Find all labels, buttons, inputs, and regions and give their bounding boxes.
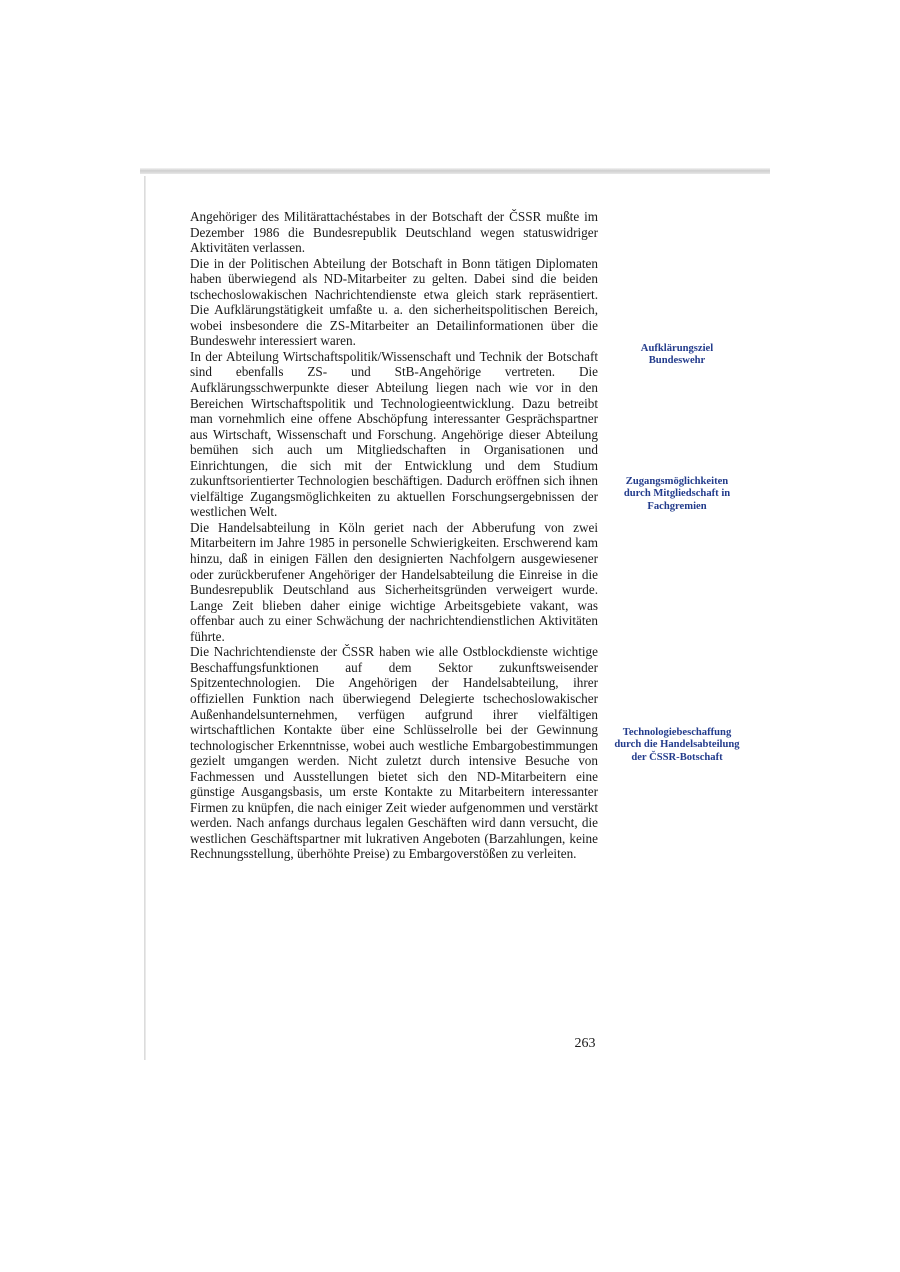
paragraph-1: Angehöriger des Militärattachéstabes in der Botschaft der ČSSR mußte im Dezember 1986 die Bundesrepublik Deutschland wegen statuswidriger Aktivitäten verlassen. (190, 209, 598, 256)
margin-note-technologiebeschaffung: Technologiebeschaffung durch die Handelsabteilung der ČSSR-Botschaft (614, 727, 740, 763)
margin-note-mitgliedschaft: Zugangsmöglichkeiten durch Mitgliedschaft in Fachgremien (623, 476, 731, 512)
paragraph-3: In der Abteilung Wirtschaftspolitik/Wissenschaft und Technik der Botschaft sind ebenfalls ZS- und StB-Angehörige vertreten. Die Aufklärungsschwerpunkte dieser Abteilung liegen nach wie vor in den Bereichen Wirtschaftspolitik und Technologieentwicklung. Dazu betreibt man vornehmlich eine offene Abschöpfung interessanter Gesprächspartner aus Wirtschaft, Wissenschaft und Forschung. Angehörige dieser Abteilung bemühen sich auch um Mitgliedschaften in Organisationen und Einrichtungen, die sich mit der Entwicklung und dem Studium zukunftsorientierter Technologien beschäftigen. Dadurch eröffnen sich ihnen vielfältige Zugangsmöglichkeiten zu aktuellen Forschungsergebnissen der westlichen Welt. (190, 348, 598, 520)
paragraph-2: Die in der Politischen Abteilung der Botschaft in Bonn tätigen Diplomaten haben überwiegend als ND-Mitarbeiter zu gelten. Dabei sind die beiden tschechoslowakischen Nachrichtendienste etwa gleich stark repräsentiert. Die Aufklärungstätigkeit umfaßte u. a. den sicherheitspolitischen Bereich, wobei insbesondere die ZS-Mitarbeiter an Detailinformationen über die Bundeswehr interessiert waren. (190, 255, 598, 349)
page-number: 263 (574, 1036, 596, 1051)
paragraph-4: Die Handelsabteilung in Köln geriet nach der Abberufung von zwei Mitarbeitern im Jahre 1985 in personelle Schwierigkeiten. Erschwerend kam hinzu, daß in einigen Fällen den designierten Nachfolgern ausgewiesener oder zurückberufener Angehöriger der Handelsabteilung die Einreise in die Bundesrepublik Deutschland aus Sicherheitsgründen verweigert wurde. Lange Zeit blieben daher einige wichtige Arbeitsgebiete vakant, was offenbar auch zu einer Schwächung der nachrichtendienstlichen Aktivitäten führte. (190, 519, 598, 644)
margin-note-bundeswehr: Aufklärungsziel Bundeswehr (640, 343, 714, 367)
top-border-shadow (140, 168, 770, 174)
body-text (190, 209, 598, 862)
paragraph-5: Die Nachrichtendienste der ČSSR haben wie alle Ostblockdienste wichtige Beschaffungsfunktionen auf dem Sektor zukunftsweisender Spitzentechnologien. Die Angehörigen der Handelsabteilung, ihrer offiziellen Funktion nach überwiegend Delegierte tschechoslowakischer Außenhandelsunternehmen, verfügen aufgrund ihrer vielfältigen wirtschaftlichen Kontakte über eine Schlüsselrolle bei der Gewinnung technologischer Erkenntnisse, wobei auch westliche Embargobestimmungen gezielt umgangen werden. Nicht zuletzt durch intensive Besuche von Fachmessen und Ausstellungen bietet sich den ND-Mitarbeitern eine günstige Ausgangsbasis, um erste Kontakte zu Mitarbeitern interessanter Firmen zu knüpfen, die nach einiger Zeit wieder aufgenommen und verstärkt werden. Nach anfangs durchaus legalen Geschäften wird dann versucht, die westlichen Geschäftspartner mit lukrativen Angeboten (Barzahlungen, keine Rechnungsstellung, überhöhte Preise) zu Embargoverstößen zu verleiten. (190, 644, 598, 862)
left-border-shadow (144, 176, 146, 1060)
